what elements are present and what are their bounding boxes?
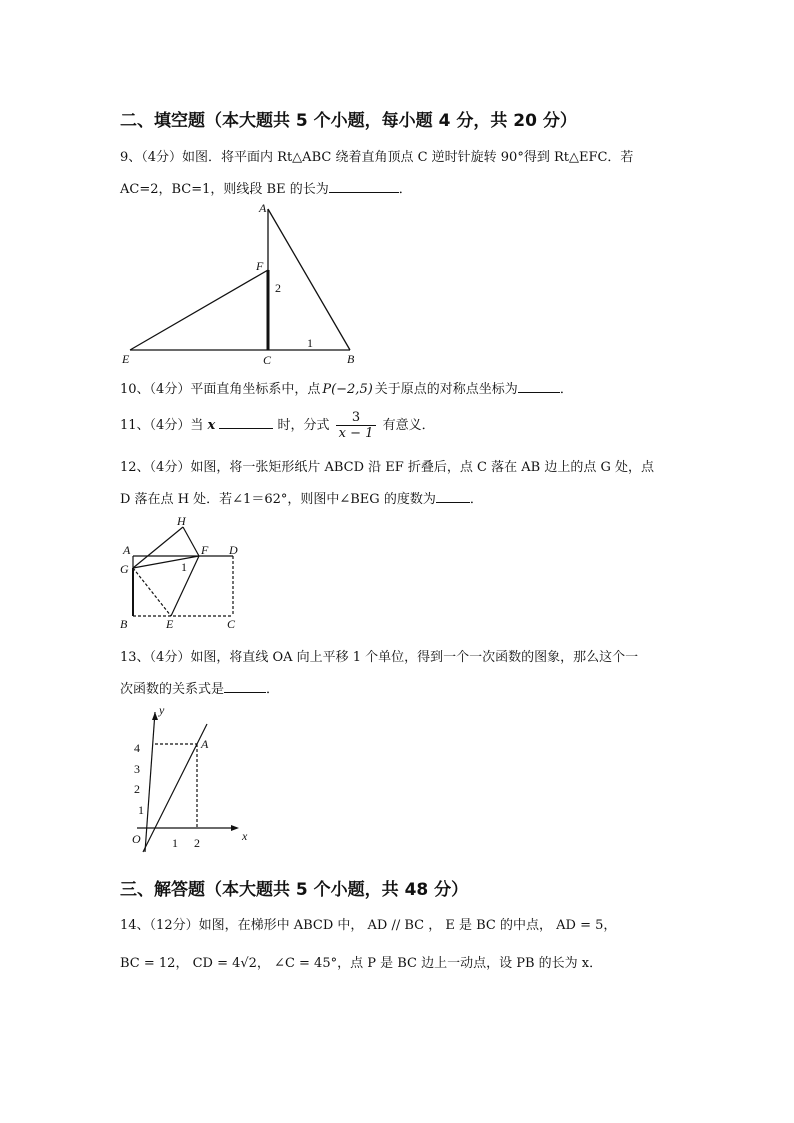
label-e: E	[166, 617, 174, 631]
question-11-tail: 有意义．	[382, 418, 435, 433]
y-tick-2: 2	[134, 782, 140, 796]
question-10-end: ．	[559, 382, 573, 397]
label-angle-1: 1	[181, 560, 187, 574]
question-9-text: AC=2，BC=1，则线段 BE 的长为	[120, 182, 329, 197]
x-tick-2: 2	[194, 836, 200, 850]
question-14-line-2: BC = 12， CD = 4√2， ∠C = 45°，点 P 是 BC 边上一动点，设 PB 的长为 x．	[120, 956, 603, 971]
question-14-line-1: 14、（12分）如图，在梯形中 ABCD 中， AD // BC ， E 是 BC 的中点， AD = 5，	[120, 918, 617, 933]
y-tick-1: 1	[138, 803, 144, 817]
point-p: P(−2,5)	[322, 382, 373, 397]
label-c: C	[263, 353, 272, 367]
question-12-line-2	[120, 488, 483, 507]
label-h: H	[177, 514, 186, 528]
question-12-text: D 落在点 H 处．若∠1＝62°，则图中∠BEG 的度数为	[120, 492, 436, 507]
y-tick-3: 3	[134, 762, 140, 776]
section-title-fill-in: 二、填空题（本大题共 5 个小题，每小题 4 分，共 20 分）	[120, 111, 577, 131]
question-11-mid: 时，分式	[277, 418, 330, 433]
y-axis-arrow	[152, 712, 158, 720]
answer-blank-13[interactable]	[224, 680, 266, 693]
figure-13-coordinate-plane	[125, 702, 260, 862]
label-b: B	[120, 617, 128, 631]
answer-blank-10[interactable]	[518, 380, 560, 393]
question-9-line-2	[120, 178, 412, 197]
axis-label-y: y	[159, 703, 165, 717]
segment-hf	[183, 527, 199, 556]
question-13-line-2	[120, 678, 279, 697]
x-axis-arrow	[231, 825, 239, 831]
point-a-label: A	[201, 737, 209, 751]
label-d: D	[229, 543, 238, 557]
section-title-problems: 三、解答题（本大题共 5 个小题，共 48 分）	[120, 880, 469, 900]
question-13-text: 次函数的关系式是	[120, 682, 225, 697]
question-10-text: 10、（4分）平面直角坐标系中，点	[120, 382, 321, 397]
question-10	[120, 378, 573, 397]
label-c: C	[227, 617, 236, 631]
label-e: E	[122, 352, 130, 366]
label-a: A	[123, 543, 131, 557]
question-13-line-1: 13、（4分）如图，将直线 OA 向上平移 1 个单位，得到一个一次函数的图象，那么这个一	[120, 650, 639, 665]
question-13-end: ．	[266, 682, 280, 697]
figure-12-folded-rectangle	[115, 512, 255, 634]
label-f: F	[201, 543, 209, 557]
variable-x: x	[207, 418, 216, 433]
segment-ab	[268, 209, 350, 350]
answer-blank-11[interactable]	[219, 416, 273, 429]
question-9-end: ．	[398, 182, 412, 197]
question-12-end: ．	[469, 492, 483, 507]
segment-ef	[130, 270, 268, 350]
origin-label: O	[132, 832, 141, 846]
question-11	[120, 410, 435, 441]
question-11-text: 11、（4分）当	[120, 418, 204, 433]
segment-ge	[133, 568, 171, 616]
question-12-line-1: 12、（4分）如图，将一张矩形纸片 ABCD 沿 EF 折叠后，点 C 落在 AB 边上的点 G 处，点	[120, 460, 654, 475]
question-10-tail: 关于原点的对称点坐标为	[374, 382, 518, 397]
label-g: G	[120, 562, 129, 576]
answer-blank-12[interactable]	[436, 490, 470, 503]
x-tick-1: 1	[172, 836, 178, 850]
fraction-numerator: 3	[336, 410, 377, 426]
y-tick-4: 4	[134, 741, 140, 755]
segment-gh	[133, 527, 183, 568]
label-b: B	[347, 352, 355, 366]
fraction	[336, 410, 377, 441]
label-f: F	[256, 259, 264, 273]
fraction-denominator: x − 1	[338, 426, 374, 441]
label-a: A	[259, 201, 267, 215]
label-fc-length: 2	[275, 281, 281, 295]
question-9-line-1: 9、（4分）如图．将平面内 Rt△ABC 绕着直角顶点 C 逆时针旋转 90°得到 Rt△EFC．若	[120, 150, 634, 165]
segment-gf	[133, 556, 199, 568]
figure-9-rotated-triangles	[110, 198, 370, 370]
axis-label-x: x	[242, 829, 248, 843]
answer-blank-9[interactable]	[329, 180, 399, 193]
label-cb-length: 1	[307, 336, 313, 350]
